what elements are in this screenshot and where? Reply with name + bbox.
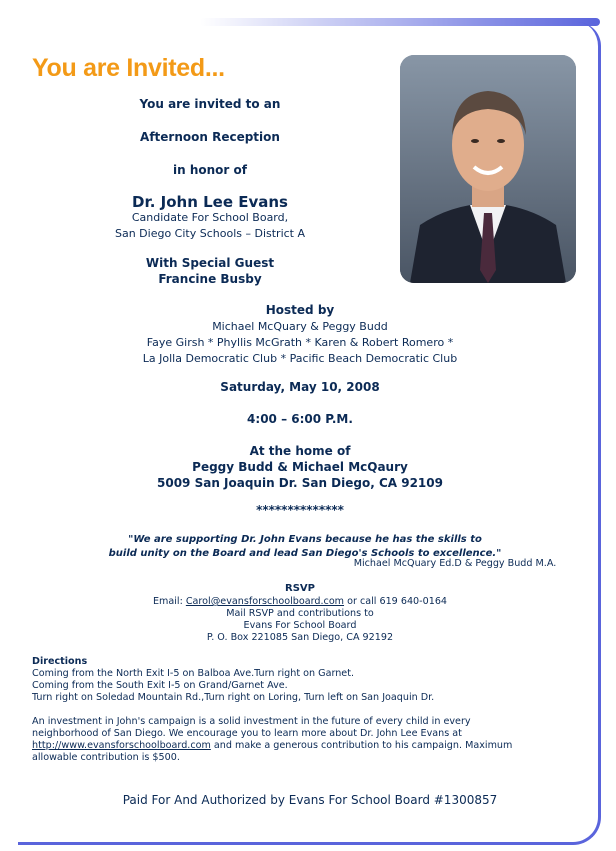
candidate-photo — [400, 55, 576, 283]
intro-line-2: Afternoon Reception — [140, 130, 280, 144]
investment-line-4: allowable contribution is $500. — [32, 752, 180, 763]
directions-section — [32, 656, 572, 704]
hosted-line-2: Faye Girsh * Phyllis McGrath * Karen & Robert Romero * — [146, 336, 454, 349]
rsvp-phone: or call 619 640-0164 — [344, 596, 448, 607]
investment-line-3-rest: and make a generous contribution to his campaign. Maximum — [210, 740, 513, 751]
hosted-line-3: La Jolla Democratic Club * Pacific Beach Democratic Club — [142, 352, 458, 365]
portrait-image — [400, 55, 576, 283]
special-guest-label: With Special Guest — [145, 256, 275, 270]
honoree-name: Dr. John Lee Evans — [132, 193, 288, 211]
directions-label: Directions — [32, 656, 88, 667]
rsvp-org: Evans For School Board — [243, 620, 357, 631]
rsvp-mail-line: Mail RSVP and contributions to — [226, 608, 374, 619]
directions-line-3: Turn right on Soledad Mountain Rd.,Turn right on Loring, Turn left on San Joaquin Dr. — [32, 692, 435, 703]
investment-section — [32, 716, 572, 764]
intro-line-3: in honor of — [173, 163, 247, 177]
stars-divider: ************** — [256, 503, 344, 517]
directions-line-1: Coming from the North Exit I-5 on Balboa Ave.Turn right on Garnet. — [32, 668, 355, 679]
event-hosts: Peggy Budd & Michael McQaury — [192, 460, 408, 474]
footer-disclaimer: Paid For And Authorized by Evans For School Board #1300857 — [122, 793, 498, 807]
rsvp-email-line — [40, 596, 560, 607]
website-link[interactable]: http://www.evansforschoolboard.com — [32, 740, 211, 751]
investment-line-2: neighborhood of San Diego. We encourage you to learn more about Dr. John Lee Evans at — [32, 728, 462, 739]
rsvp-label: RSVP — [285, 583, 315, 594]
event-location-label: At the home of — [249, 444, 351, 458]
event-date: Saturday, May 10, 2008 — [220, 380, 380, 394]
rsvp-po-box: P. O. Box 221085 San Diego, CA 92192 — [206, 632, 394, 643]
quote-line-2: build unity on the Board and lead San Diego's Schools to excellence." — [108, 548, 502, 559]
honoree-title-2: San Diego City Schools – District A — [114, 227, 306, 240]
event-address: 5009 San Joaquin Dr. San Diego, CA 92109 — [157, 476, 443, 490]
honoree-title-1: Candidate For School Board, — [131, 211, 289, 224]
event-time: 4:00 – 6:00 P.M. — [247, 412, 353, 426]
directions-line-2: Coming from the South Exit I-5 on Grand/Garnet Ave. — [32, 680, 288, 691]
investment-line-3 — [32, 740, 572, 752]
intro-line-1: You are invited to an — [139, 97, 281, 111]
rsvp-email-prefix: Email: — [152, 596, 186, 607]
rsvp-email-link[interactable]: Carol@evansforschoolboard.com — [185, 596, 345, 607]
quote-attribution: Michael McQuary Ed.D & Peggy Budd M.A. — [353, 558, 557, 569]
investment-line-1: An investment in John's campaign is a solid investment in the future of every child in every — [32, 716, 471, 727]
quote-line-1: "We are supporting Dr. John Evans because he has the skills to — [128, 534, 482, 545]
hosted-label: Hosted by — [265, 303, 335, 317]
page-title: You are Invited... — [32, 54, 225, 82]
special-guest-name: Francine Busby — [158, 272, 262, 286]
hosted-line-1: Michael McQuary & Peggy Budd — [212, 320, 388, 333]
